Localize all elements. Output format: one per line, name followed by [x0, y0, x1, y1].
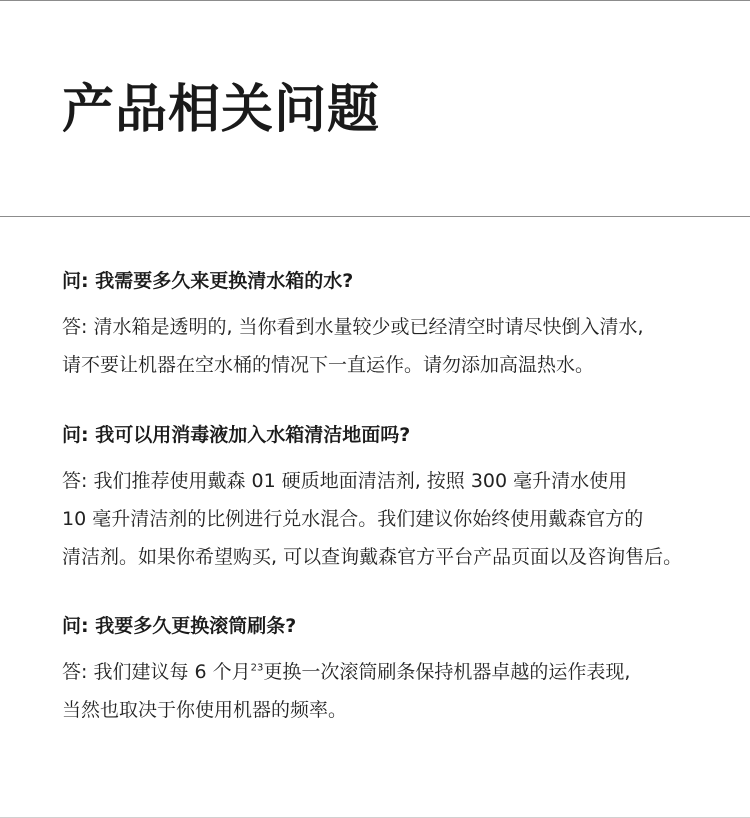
faq-answer-line: 当然也取决于你使用机器的频率。 [62, 699, 348, 721]
faq-item-water-tank [62, 264, 722, 384]
faq-answer-line: 答: 清水箱是透明的, 当你看到水量较少或已经清空时请尽快倒入清水, [62, 316, 644, 338]
faq-answer [62, 462, 722, 576]
top-divider [0, 0, 750, 1]
footnote-reference: 23 [250, 662, 264, 674]
faq-answer-line: 10 毫升清洁剂的比例进行兑水混合。我们建议你始终使用戴森官方的 [62, 508, 644, 530]
faq-answer-line [62, 653, 722, 691]
faq-question: 问: 我可以用消毒液加入水箱清洁地面吗? [62, 424, 411, 446]
faq-question: 问: 我需要多久来更换清水箱的水? [62, 270, 354, 292]
faq-item-roller-brush [62, 609, 722, 729]
faq-answer-text: 答: 我们建议每 6 个月 [62, 661, 251, 683]
faq-answer [62, 653, 722, 729]
faq-answer-text: 更换一次滚筒刷条保持机器卓越的运作表现, [263, 661, 631, 683]
page-title: 产品相关问题 [62, 80, 381, 140]
faq-item-disinfectant [62, 418, 722, 576]
faq-answer-line: 请不要让机器在空水桶的情况下一直运作。请勿添加高温热水。 [62, 354, 595, 376]
section-divider [0, 216, 750, 217]
faq-answer-line: 答: 我们推荐使用戴森 01 硬质地面清洁剂, 按照 300 毫升清水使用 [62, 470, 628, 492]
faq-question: 问: 我要多久更换滚筒刷条? [62, 615, 297, 637]
faq-answer [62, 308, 722, 384]
faq-answer-line: 清洁剂。如果你希望购买, 可以查询戴森官方平台产品页面以及咨询售后。 [62, 546, 683, 568]
